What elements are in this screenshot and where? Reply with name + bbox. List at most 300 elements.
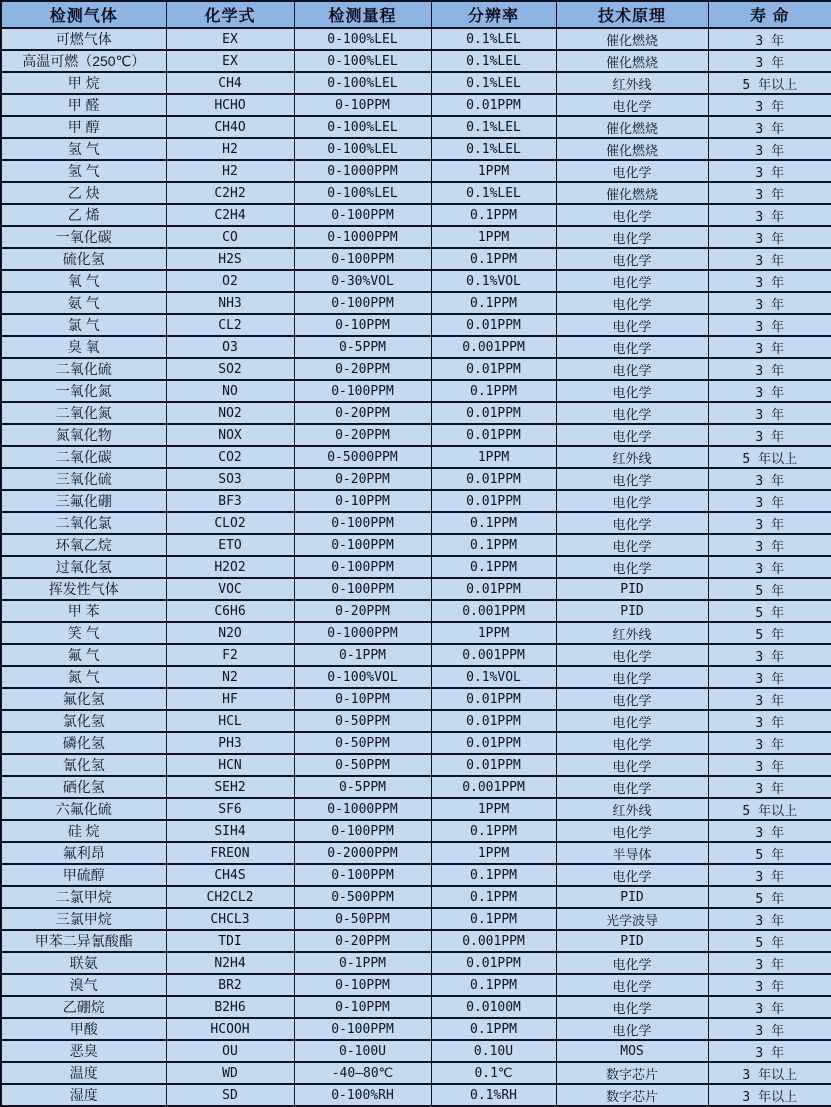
table-row bbox=[1, 468, 831, 490]
cell-principle: 红外线 bbox=[556, 72, 708, 94]
cell-formula: H2S bbox=[166, 248, 294, 270]
cell-resolution: 0.1PPM bbox=[431, 864, 556, 886]
cell-resolution: 0.1%LEL bbox=[431, 28, 556, 50]
cell-formula: TDI bbox=[166, 930, 294, 952]
table-row bbox=[1, 732, 831, 754]
cell-gas: 氯化氢 bbox=[1, 710, 166, 732]
cell-range: 0-20PPM bbox=[294, 402, 431, 424]
table-row bbox=[1, 270, 831, 292]
cell-range: 0-1000PPM bbox=[294, 160, 431, 182]
cell-lifespan: 3 年 bbox=[708, 974, 831, 996]
table-row bbox=[1, 28, 831, 50]
cell-gas: 过氧化氢 bbox=[1, 556, 166, 578]
cell-lifespan: 3 年 bbox=[708, 908, 831, 930]
cell-principle: 电化学 bbox=[556, 644, 708, 666]
cell-range: 0-5PPM bbox=[294, 336, 431, 358]
cell-resolution: 0.0100M bbox=[431, 996, 556, 1018]
cell-resolution: 0.1PPM bbox=[431, 886, 556, 908]
cell-principle: 电化学 bbox=[556, 380, 708, 402]
cell-range: 0-50PPM bbox=[294, 710, 431, 732]
cell-range: 0-1000PPM bbox=[294, 622, 431, 644]
table-row bbox=[1, 644, 831, 666]
cell-lifespan: 5 年 bbox=[708, 842, 831, 864]
cell-resolution: 0.1PPM bbox=[431, 204, 556, 226]
cell-resolution: 0.1PPM bbox=[431, 292, 556, 314]
cell-range: 0-20PPM bbox=[294, 424, 431, 446]
cell-resolution: 0.1%VOL bbox=[431, 270, 556, 292]
cell-formula: HCN bbox=[166, 754, 294, 776]
cell-lifespan: 3 年 bbox=[708, 270, 831, 292]
cell-formula: C2H2 bbox=[166, 182, 294, 204]
cell-gas: 三氟化硼 bbox=[1, 490, 166, 512]
cell-range: 0-100PPM bbox=[294, 204, 431, 226]
cell-resolution: 1PPM bbox=[431, 446, 556, 468]
table-row bbox=[1, 974, 831, 996]
cell-resolution: 0.1PPM bbox=[431, 974, 556, 996]
table-row bbox=[1, 336, 831, 358]
cell-formula: CH4 bbox=[166, 72, 294, 94]
cell-resolution: 1PPM bbox=[431, 160, 556, 182]
cell-gas: 硒化氢 bbox=[1, 776, 166, 798]
cell-lifespan: 3 年 bbox=[708, 138, 831, 160]
cell-principle: 电化学 bbox=[556, 534, 708, 556]
cell-formula: BF3 bbox=[166, 490, 294, 512]
table-row bbox=[1, 754, 831, 776]
cell-principle: 电化学 bbox=[556, 248, 708, 270]
cell-lifespan: 3 年 bbox=[708, 512, 831, 534]
cell-range: 0-100PPM bbox=[294, 864, 431, 886]
cell-formula: ETO bbox=[166, 534, 294, 556]
table-row bbox=[1, 842, 831, 864]
cell-principle: 电化学 bbox=[556, 490, 708, 512]
cell-range: 0-1PPM bbox=[294, 644, 431, 666]
cell-lifespan: 3 年 bbox=[708, 666, 831, 688]
cell-lifespan: 3 年 bbox=[708, 248, 831, 270]
table-body bbox=[1, 28, 831, 1106]
table-row bbox=[1, 864, 831, 886]
cell-range: 0-5000PPM bbox=[294, 446, 431, 468]
cell-formula: HCL bbox=[166, 710, 294, 732]
cell-resolution: 0.01PPM bbox=[431, 314, 556, 336]
cell-principle: 电化学 bbox=[556, 94, 708, 116]
cell-resolution: 0.1PPM bbox=[431, 534, 556, 556]
cell-gas: 甲 醇 bbox=[1, 116, 166, 138]
table-row bbox=[1, 226, 831, 248]
cell-resolution: 0.01PPM bbox=[431, 424, 556, 446]
table-row bbox=[1, 776, 831, 798]
cell-principle: 电化学 bbox=[556, 952, 708, 974]
cell-lifespan: 3 年 bbox=[708, 204, 831, 226]
cell-lifespan: 3 年 bbox=[708, 402, 831, 424]
cell-lifespan: 3 年 bbox=[708, 182, 831, 204]
table-row bbox=[1, 578, 831, 600]
cell-gas: 环氧乙烷 bbox=[1, 534, 166, 556]
col-header-lifespan: 寿 命 bbox=[708, 1, 831, 28]
cell-gas: 湿度 bbox=[1, 1084, 166, 1106]
cell-principle: PID bbox=[556, 930, 708, 952]
cell-principle: 催化燃烧 bbox=[556, 50, 708, 72]
cell-principle: 电化学 bbox=[556, 864, 708, 886]
cell-resolution: 0.001PPM bbox=[431, 600, 556, 622]
cell-lifespan: 3 年 bbox=[708, 820, 831, 842]
cell-principle: 电化学 bbox=[556, 996, 708, 1018]
cell-gas: 磷化氢 bbox=[1, 732, 166, 754]
cell-gas: 氟利昂 bbox=[1, 842, 166, 864]
cell-resolution: 0.01PPM bbox=[431, 732, 556, 754]
table-row bbox=[1, 908, 831, 930]
cell-formula: NH3 bbox=[166, 292, 294, 314]
cell-gas: 三氯甲烷 bbox=[1, 908, 166, 930]
cell-gas: 一氧化碳 bbox=[1, 226, 166, 248]
cell-principle: MOS bbox=[556, 1040, 708, 1062]
cell-lifespan: 5 年以上 bbox=[708, 72, 831, 94]
cell-range: 0-20PPM bbox=[294, 468, 431, 490]
cell-resolution: 1PPM bbox=[431, 622, 556, 644]
cell-lifespan: 3 年 bbox=[708, 754, 831, 776]
cell-lifespan: 3 年 bbox=[708, 732, 831, 754]
cell-principle: 电化学 bbox=[556, 226, 708, 248]
cell-lifespan: 5 年 bbox=[708, 622, 831, 644]
cell-resolution: 0.01PPM bbox=[431, 710, 556, 732]
table-row bbox=[1, 160, 831, 182]
cell-range: 0-100PPM bbox=[294, 248, 431, 270]
cell-formula: PH3 bbox=[166, 732, 294, 754]
cell-range: 0-50PPM bbox=[294, 908, 431, 930]
cell-resolution: 0.001PPM bbox=[431, 930, 556, 952]
table-row bbox=[1, 688, 831, 710]
cell-formula: NO2 bbox=[166, 402, 294, 424]
cell-principle: 电化学 bbox=[556, 314, 708, 336]
cell-principle: 电化学 bbox=[556, 710, 708, 732]
cell-gas: 硅 烷 bbox=[1, 820, 166, 842]
cell-principle: 电化学 bbox=[556, 820, 708, 842]
cell-range: 0-10PPM bbox=[294, 94, 431, 116]
cell-gas: 联氨 bbox=[1, 952, 166, 974]
cell-resolution: 0.1PPM bbox=[431, 1018, 556, 1040]
cell-gas: 高温可燃（250℃） bbox=[1, 50, 166, 72]
cell-resolution: 0.1PPM bbox=[431, 556, 556, 578]
cell-principle: 电化学 bbox=[556, 512, 708, 534]
cell-formula: O3 bbox=[166, 336, 294, 358]
table-row bbox=[1, 204, 831, 226]
cell-formula: CHCL3 bbox=[166, 908, 294, 930]
cell-gas: 溴气 bbox=[1, 974, 166, 996]
col-header-resolution: 分辨率 bbox=[431, 1, 556, 28]
cell-gas: 氰化氢 bbox=[1, 754, 166, 776]
cell-gas: 温度 bbox=[1, 1062, 166, 1084]
cell-gas: 臭 氧 bbox=[1, 336, 166, 358]
cell-gas: 氢 气 bbox=[1, 138, 166, 160]
cell-resolution: 0.10U bbox=[431, 1040, 556, 1062]
table-row bbox=[1, 666, 831, 688]
table-row bbox=[1, 556, 831, 578]
cell-gas: 三氧化硫 bbox=[1, 468, 166, 490]
cell-formula: N2 bbox=[166, 666, 294, 688]
cell-resolution: 0.01PPM bbox=[431, 490, 556, 512]
cell-range: 0-100%LEL bbox=[294, 50, 431, 72]
cell-resolution: 0.001PPM bbox=[431, 776, 556, 798]
table-row bbox=[1, 358, 831, 380]
cell-gas: 甲 苯 bbox=[1, 600, 166, 622]
cell-gas: 二氧化硫 bbox=[1, 358, 166, 380]
cell-resolution: 0.1%LEL bbox=[431, 182, 556, 204]
cell-formula: CL2 bbox=[166, 314, 294, 336]
cell-formula: SIH4 bbox=[166, 820, 294, 842]
cell-formula: C2H4 bbox=[166, 204, 294, 226]
cell-formula: SO3 bbox=[166, 468, 294, 490]
cell-formula: N2H4 bbox=[166, 952, 294, 974]
cell-gas: 恶臭 bbox=[1, 1040, 166, 1062]
cell-resolution: 0.1%LEL bbox=[431, 116, 556, 138]
cell-range: 0-100%LEL bbox=[294, 72, 431, 94]
cell-formula: VOC bbox=[166, 578, 294, 600]
table-row bbox=[1, 534, 831, 556]
cell-resolution: 0.001PPM bbox=[431, 336, 556, 358]
table-row bbox=[1, 490, 831, 512]
table-row bbox=[1, 314, 831, 336]
header-row bbox=[1, 1, 831, 28]
cell-range: 0-10PPM bbox=[294, 996, 431, 1018]
cell-lifespan: 3 年 bbox=[708, 94, 831, 116]
cell-resolution: 1PPM bbox=[431, 798, 556, 820]
cell-principle: 电化学 bbox=[556, 688, 708, 710]
table-row bbox=[1, 72, 831, 94]
table-row bbox=[1, 710, 831, 732]
table-row bbox=[1, 820, 831, 842]
cell-principle: 电化学 bbox=[556, 402, 708, 424]
table-row bbox=[1, 798, 831, 820]
table-row bbox=[1, 182, 831, 204]
cell-formula: CH4S bbox=[166, 864, 294, 886]
cell-lifespan: 3 年 bbox=[708, 490, 831, 512]
cell-formula: SD bbox=[166, 1084, 294, 1106]
cell-gas: 二氧化氮 bbox=[1, 402, 166, 424]
table-row bbox=[1, 380, 831, 402]
cell-lifespan: 5 年以上 bbox=[708, 798, 831, 820]
cell-gas: 二氯甲烷 bbox=[1, 886, 166, 908]
cell-resolution: 0.1%LEL bbox=[431, 50, 556, 72]
cell-principle: 电化学 bbox=[556, 160, 708, 182]
table-row bbox=[1, 600, 831, 622]
table-row bbox=[1, 50, 831, 72]
cell-formula: EX bbox=[166, 28, 294, 50]
cell-formula: SEH2 bbox=[166, 776, 294, 798]
col-header-formula: 化学式 bbox=[166, 1, 294, 28]
cell-gas: 甲酸 bbox=[1, 1018, 166, 1040]
cell-lifespan: 5 年 bbox=[708, 930, 831, 952]
cell-range: 0-100PPM bbox=[294, 292, 431, 314]
cell-gas: 乙 烯 bbox=[1, 204, 166, 226]
cell-gas: 乙硼烷 bbox=[1, 996, 166, 1018]
cell-range: 0-100PPM bbox=[294, 534, 431, 556]
cell-resolution: 0.01PPM bbox=[431, 952, 556, 974]
cell-principle: 电化学 bbox=[556, 424, 708, 446]
cell-resolution: 0.1PPM bbox=[431, 248, 556, 270]
cell-principle: 电化学 bbox=[556, 754, 708, 776]
table-row bbox=[1, 1062, 831, 1084]
cell-principle: 催化燃烧 bbox=[556, 28, 708, 50]
cell-formula: CH4O bbox=[166, 116, 294, 138]
cell-resolution: 0.1%LEL bbox=[431, 138, 556, 160]
cell-range: 0-500PPM bbox=[294, 886, 431, 908]
cell-gas: 氟 气 bbox=[1, 644, 166, 666]
table-row bbox=[1, 952, 831, 974]
cell-range: 0-20PPM bbox=[294, 600, 431, 622]
cell-formula: EX bbox=[166, 50, 294, 72]
cell-formula: N2O bbox=[166, 622, 294, 644]
cell-range: 0-100PPM bbox=[294, 512, 431, 534]
cell-lifespan: 5 年 bbox=[708, 886, 831, 908]
cell-resolution: 1PPM bbox=[431, 842, 556, 864]
cell-lifespan: 3 年 bbox=[708, 644, 831, 666]
cell-range: 0-100PPM bbox=[294, 380, 431, 402]
cell-formula: SF6 bbox=[166, 798, 294, 820]
cell-formula: F2 bbox=[166, 644, 294, 666]
cell-gas: 可燃气体 bbox=[1, 28, 166, 50]
cell-gas: 氮 气 bbox=[1, 666, 166, 688]
cell-principle: 红外线 bbox=[556, 798, 708, 820]
cell-lifespan: 3 年 bbox=[708, 226, 831, 248]
cell-principle: 电化学 bbox=[556, 732, 708, 754]
cell-range: 0-100%LEL bbox=[294, 116, 431, 138]
table-row bbox=[1, 292, 831, 314]
cell-principle: 电化学 bbox=[556, 666, 708, 688]
cell-gas: 乙 炔 bbox=[1, 182, 166, 204]
cell-lifespan: 3 年 bbox=[708, 996, 831, 1018]
cell-lifespan: 3 年 bbox=[708, 314, 831, 336]
table-row bbox=[1, 512, 831, 534]
cell-principle: 光学波导 bbox=[556, 908, 708, 930]
cell-resolution: 0.01PPM bbox=[431, 468, 556, 490]
cell-range: 0-100PPM bbox=[294, 556, 431, 578]
cell-lifespan: 3 年 bbox=[708, 380, 831, 402]
cell-principle: 半导体 bbox=[556, 842, 708, 864]
cell-lifespan: 3 年 bbox=[708, 468, 831, 490]
cell-principle: PID bbox=[556, 578, 708, 600]
cell-formula: B2H6 bbox=[166, 996, 294, 1018]
cell-gas: 氨 气 bbox=[1, 292, 166, 314]
cell-lifespan: 3 年 bbox=[708, 952, 831, 974]
cell-formula: NOX bbox=[166, 424, 294, 446]
cell-range: 0-100U bbox=[294, 1040, 431, 1062]
cell-lifespan: 3 年 bbox=[708, 424, 831, 446]
cell-resolution: 0.01PPM bbox=[431, 578, 556, 600]
table-row bbox=[1, 1084, 831, 1106]
cell-principle: 电化学 bbox=[556, 776, 708, 798]
cell-range: 0-1000PPM bbox=[294, 798, 431, 820]
table-row bbox=[1, 94, 831, 116]
cell-lifespan: 3 年 bbox=[708, 776, 831, 798]
cell-formula: NO bbox=[166, 380, 294, 402]
cell-range: 0-10PPM bbox=[294, 688, 431, 710]
cell-resolution: 0.1%LEL bbox=[431, 72, 556, 94]
cell-range: 0-1PPM bbox=[294, 952, 431, 974]
cell-gas: 二氧化碳 bbox=[1, 446, 166, 468]
table-row bbox=[1, 424, 831, 446]
cell-principle: 电化学 bbox=[556, 292, 708, 314]
cell-resolution: 0.1PPM bbox=[431, 380, 556, 402]
cell-resolution: 0.01PPM bbox=[431, 358, 556, 380]
cell-lifespan: 3 年以上 bbox=[708, 1084, 831, 1106]
cell-formula: HCHO bbox=[166, 94, 294, 116]
cell-lifespan: 3 年 bbox=[708, 28, 831, 50]
cell-formula: CO bbox=[166, 226, 294, 248]
cell-range: 0-2000PPM bbox=[294, 842, 431, 864]
cell-gas: 氮氧化物 bbox=[1, 424, 166, 446]
cell-resolution: 0.01PPM bbox=[431, 402, 556, 424]
cell-resolution: 0.01PPM bbox=[431, 688, 556, 710]
cell-lifespan: 3 年 bbox=[708, 864, 831, 886]
cell-gas: 甲硫醇 bbox=[1, 864, 166, 886]
cell-lifespan: 3 年 bbox=[708, 358, 831, 380]
cell-formula: O2 bbox=[166, 270, 294, 292]
cell-range: 0-100%RH bbox=[294, 1084, 431, 1106]
cell-formula: H2 bbox=[166, 160, 294, 182]
cell-lifespan: 5 年 bbox=[708, 578, 831, 600]
cell-principle: 电化学 bbox=[556, 1018, 708, 1040]
cell-range: 0-100PPM bbox=[294, 820, 431, 842]
cell-lifespan: 3 年 bbox=[708, 534, 831, 556]
cell-range: 0-1000PPM bbox=[294, 226, 431, 248]
cell-range: -40—80℃ bbox=[294, 1062, 431, 1084]
cell-resolution: 0.001PPM bbox=[431, 644, 556, 666]
cell-range: 0-100PPM bbox=[294, 578, 431, 600]
table-row bbox=[1, 622, 831, 644]
table-row bbox=[1, 1018, 831, 1040]
col-header-range: 检测量程 bbox=[294, 1, 431, 28]
cell-lifespan: 3 年 bbox=[708, 292, 831, 314]
cell-formula: CO2 bbox=[166, 446, 294, 468]
cell-range: 0-10PPM bbox=[294, 974, 431, 996]
cell-formula: HCOOH bbox=[166, 1018, 294, 1040]
cell-formula: WD bbox=[166, 1062, 294, 1084]
cell-gas: 二氧化氯 bbox=[1, 512, 166, 534]
cell-range: 0-100%VOL bbox=[294, 666, 431, 688]
cell-principle: 红外线 bbox=[556, 622, 708, 644]
cell-formula: CH2CL2 bbox=[166, 886, 294, 908]
cell-gas: 挥发性气体 bbox=[1, 578, 166, 600]
cell-range: 0-100%LEL bbox=[294, 138, 431, 160]
table-row bbox=[1, 886, 831, 908]
cell-resolution: 0.1%VOL bbox=[431, 666, 556, 688]
cell-lifespan: 3 年 bbox=[708, 688, 831, 710]
cell-gas: 甲 烷 bbox=[1, 72, 166, 94]
cell-range: 0-100%LEL bbox=[294, 28, 431, 50]
cell-gas: 氧 气 bbox=[1, 270, 166, 292]
cell-lifespan: 5 年以上 bbox=[708, 446, 831, 468]
cell-range: 0-50PPM bbox=[294, 754, 431, 776]
cell-gas: 硫化氢 bbox=[1, 248, 166, 270]
cell-resolution: 0.1PPM bbox=[431, 820, 556, 842]
cell-formula: H2O2 bbox=[166, 556, 294, 578]
cell-gas: 甲苯二异氰酸酯 bbox=[1, 930, 166, 952]
cell-range: 0-10PPM bbox=[294, 314, 431, 336]
table-row bbox=[1, 996, 831, 1018]
cell-range: 0-20PPM bbox=[294, 358, 431, 380]
cell-lifespan: 5 年 bbox=[708, 600, 831, 622]
cell-range: 0-30%VOL bbox=[294, 270, 431, 292]
cell-resolution: 0.1%RH bbox=[431, 1084, 556, 1106]
cell-formula: BR2 bbox=[166, 974, 294, 996]
cell-formula: FREON bbox=[166, 842, 294, 864]
cell-principle: 电化学 bbox=[556, 358, 708, 380]
cell-range: 0-10PPM bbox=[294, 490, 431, 512]
cell-principle: 催化燃烧 bbox=[556, 138, 708, 160]
cell-lifespan: 3 年 bbox=[708, 160, 831, 182]
cell-resolution: 0.1℃ bbox=[431, 1062, 556, 1084]
col-header-principle: 技术原理 bbox=[556, 1, 708, 28]
col-header-gas: 检测气体 bbox=[1, 1, 166, 28]
